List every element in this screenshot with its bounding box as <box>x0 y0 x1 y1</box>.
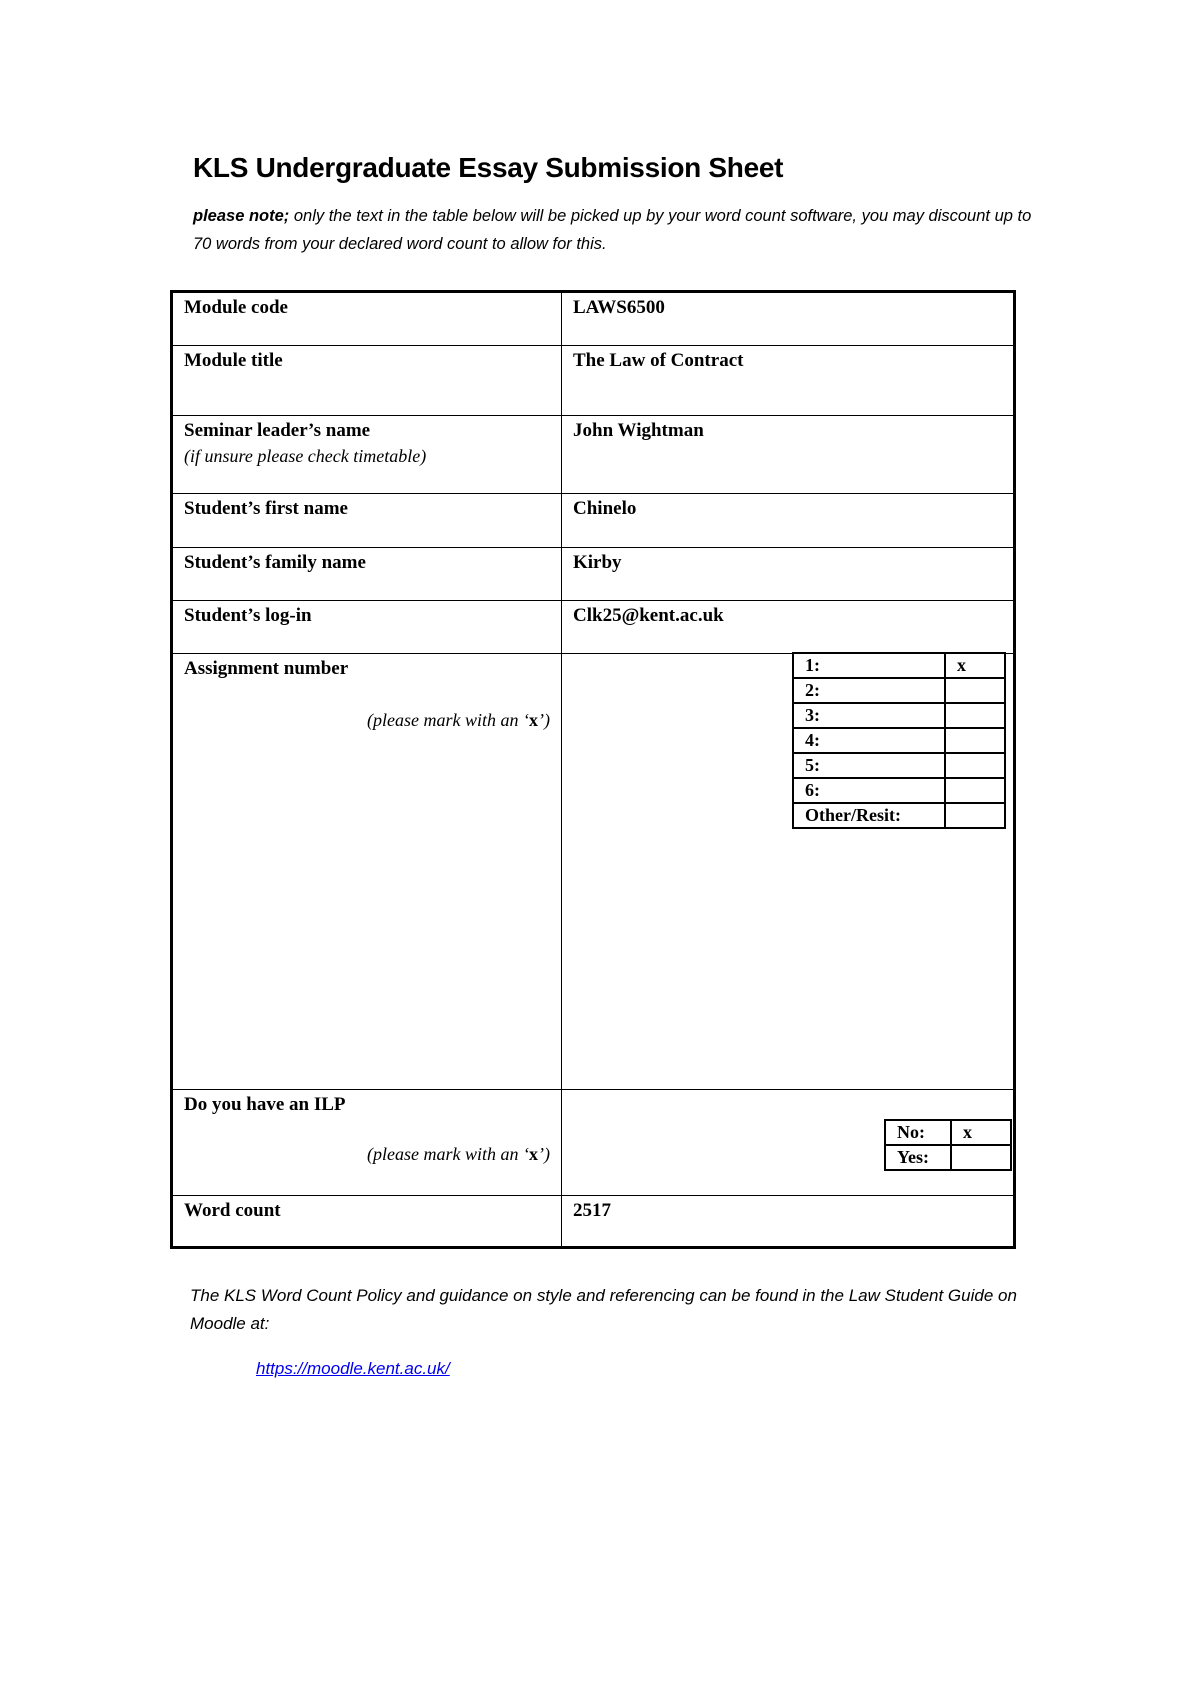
assignment-option-row <box>793 703 1005 728</box>
assignment-option-row <box>793 678 1005 703</box>
row-word-count <box>172 1196 1015 1248</box>
assignment-option-mark[interactable] <box>945 728 1005 753</box>
page-title: KLS Undergraduate Essay Submission Sheet <box>193 152 784 183</box>
assignment-option-mark[interactable]: x <box>945 653 1005 678</box>
assignment-option-mark[interactable] <box>945 803 1005 828</box>
word-count-note <box>193 202 1053 258</box>
login-label: Student’s log-in <box>172 601 562 654</box>
ilp-option-label: Yes: <box>885 1145 951 1170</box>
seminar-leader-label: Seminar leader’s name <box>184 420 371 441</box>
row-family-name <box>172 548 1015 601</box>
word-count-value: 2517 <box>562 1196 1015 1248</box>
assignment-option-label: 1: <box>793 653 945 678</box>
module-code-value: LAWS6500 <box>562 292 1015 346</box>
module-title-label: Module title <box>172 346 562 416</box>
seminar-leader-value: John Wightman <box>562 416 1015 494</box>
submission-table <box>170 290 1016 1249</box>
ilp-hint-pre: (please mark with an ‘ <box>367 1144 529 1164</box>
first-name-label: Student’s first name <box>172 494 562 548</box>
assignment-option-label: 6: <box>793 778 945 803</box>
assignment-option-row <box>793 753 1005 778</box>
assignment-options-table <box>792 652 1006 829</box>
assignment-hint-post: ’) <box>538 710 550 730</box>
row-login <box>172 601 1015 654</box>
ilp-options-cell <box>562 1090 1015 1196</box>
assignment-option-label: Other/Resit: <box>793 803 945 828</box>
row-first-name <box>172 494 1015 548</box>
ilp-label: Do you have an ILP <box>184 1094 346 1115</box>
note-bold: please note; <box>193 207 290 225</box>
footer-note: The KLS Word Count Policy and guidance on style and referencing can be found in the Law Student Guide on Moodle at: <box>190 1286 1017 1333</box>
assignment-option-row <box>793 803 1005 828</box>
ilp-hint-x: x <box>529 1144 538 1164</box>
ilp-option-row <box>885 1145 1011 1170</box>
ilp-cell <box>172 1090 562 1196</box>
moodle-link[interactable]: https://moodle.kent.ac.uk/ <box>256 1359 450 1378</box>
ilp-option-row <box>885 1120 1011 1145</box>
assignment-option-mark[interactable] <box>945 678 1005 703</box>
assignment-options-cell <box>562 654 1015 1090</box>
seminar-leader-cell <box>172 416 562 494</box>
module-title-value: The Law of Contract <box>562 346 1015 416</box>
assignment-option-row <box>793 653 1005 678</box>
family-name-value: Kirby <box>562 548 1015 601</box>
assignment-option-mark[interactable] <box>945 703 1005 728</box>
assignment-option-mark[interactable] <box>945 778 1005 803</box>
assignment-option-label: 5: <box>793 753 945 778</box>
row-module-title <box>172 346 1015 416</box>
assignment-hint <box>184 710 550 731</box>
assignment-option-label: 2: <box>793 678 945 703</box>
note-text: only the text in the table below will be picked up by your word count software, you may discount up to 70 words from your declared word count to allow for this. <box>193 207 1032 253</box>
ilp-options-table <box>884 1119 1012 1171</box>
assignment-option-label: 3: <box>793 703 945 728</box>
ilp-hint-post: ’) <box>538 1144 550 1164</box>
word-count-label: Word count <box>172 1196 562 1248</box>
family-name-label: Student’s family name <box>172 548 562 601</box>
assignment-cell <box>172 654 562 1090</box>
ilp-option-label: No: <box>885 1120 951 1145</box>
assignment-hint-pre: (please mark with an ‘ <box>367 710 529 730</box>
row-ilp <box>172 1090 1015 1196</box>
ilp-option-mark[interactable]: x <box>951 1120 1011 1145</box>
ilp-option-mark[interactable] <box>951 1145 1011 1170</box>
assignment-hint-x: x <box>529 710 538 730</box>
assignment-option-row <box>793 778 1005 803</box>
seminar-leader-hint: (if unsure please check timetable) <box>184 446 427 466</box>
assignment-option-row <box>793 728 1005 753</box>
row-module-code <box>172 292 1015 346</box>
row-assignment <box>172 654 1015 1090</box>
assignment-label: Assignment number <box>184 658 349 679</box>
login-value: Clk25@kent.ac.uk <box>562 601 1015 654</box>
module-code-label: Module code <box>172 292 562 346</box>
assignment-option-label: 4: <box>793 728 945 753</box>
row-seminar-leader <box>172 416 1015 494</box>
ilp-hint <box>184 1144 550 1165</box>
assignment-option-mark[interactable] <box>945 753 1005 778</box>
first-name-value: Chinelo <box>562 494 1015 548</box>
